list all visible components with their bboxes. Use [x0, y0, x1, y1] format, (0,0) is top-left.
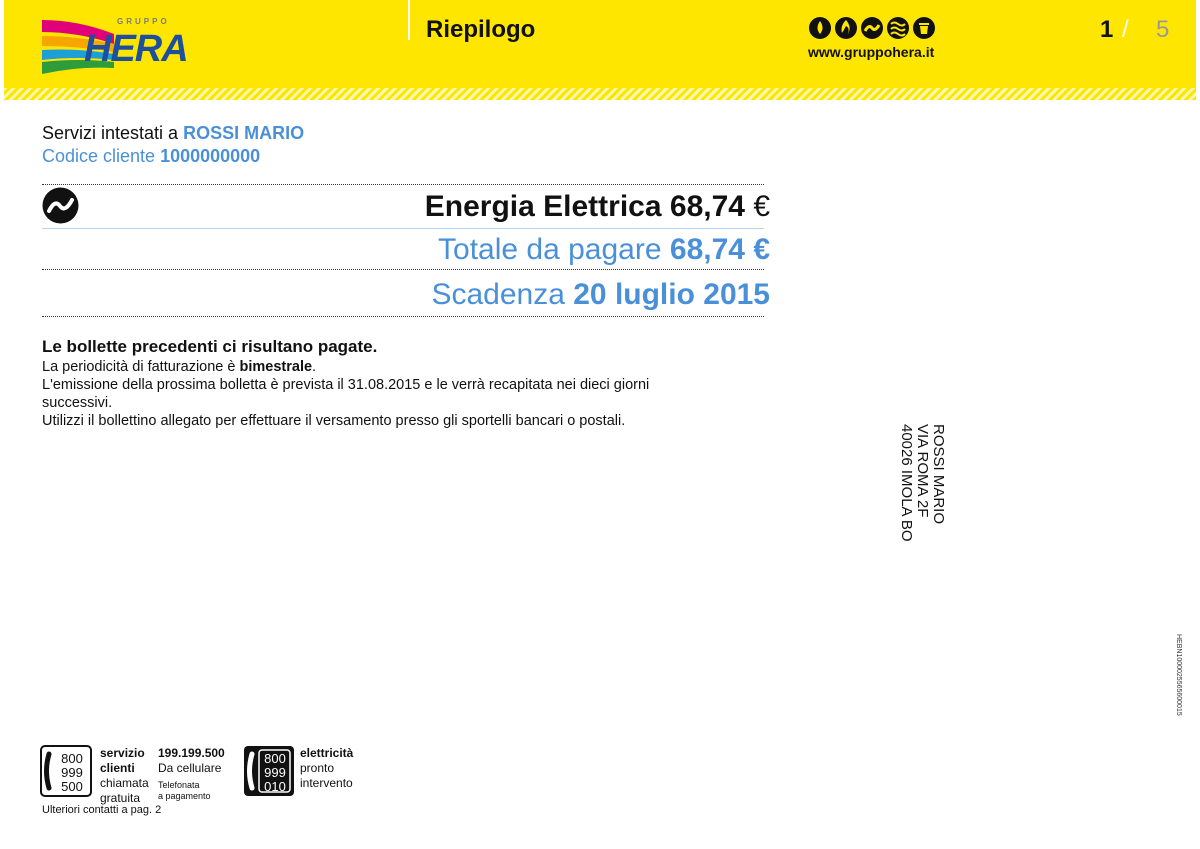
due-date-row: [431, 278, 770, 312]
header-divider: [408, 0, 410, 40]
website-link[interactable]: www.gruppohera.it: [808, 44, 935, 60]
service-icons: [808, 16, 936, 40]
service-currency: €: [753, 190, 770, 223]
totale-currency: €: [753, 233, 770, 266]
electricity-icon: [860, 16, 884, 40]
intestati-label: Servizi intestati a: [42, 123, 179, 143]
water-drop-icon: [808, 16, 832, 40]
total-row: [438, 233, 770, 267]
page-number-separator: /: [1122, 16, 1129, 43]
cs-number-2: 999: [61, 765, 83, 780]
scadenza-label: Scadenza: [431, 278, 565, 311]
document-code: HEBN1000025565600015: [1175, 634, 1182, 716]
address-line-3: 40026 IMOLA BO: [898, 424, 915, 542]
cs-label-1: servizio: [100, 746, 145, 760]
el-number-1: 800: [264, 751, 286, 766]
periodicity-label: La periodicità di fatturazione è: [42, 359, 236, 375]
next-bill-line-2: successivi.: [42, 395, 113, 411]
customer-holder: [42, 123, 304, 144]
totale-label: Totale da pagare: [438, 233, 662, 266]
cs-label-2: clienti: [100, 761, 135, 775]
periodicity-end: .: [312, 359, 317, 375]
page-number-current: 1: [1100, 16, 1114, 43]
recipient-address: [898, 424, 946, 542]
el-label-2: pronto: [300, 761, 335, 775]
emergency-number-badge: [243, 745, 295, 797]
next-bill-line-1: L'emissione della prossima bolletta è prevista il 31.08.2015 e le verrà recapitata nei dieci giorni: [42, 377, 650, 393]
district-heating-icon: [886, 16, 910, 40]
customer-code: [42, 146, 260, 167]
page-number-total: 5: [1156, 16, 1170, 43]
periodicity-line: [42, 358, 742, 376]
page-title: Riepilogo: [426, 16, 536, 43]
dotted-divider: [42, 269, 764, 270]
service-amount-row: [425, 190, 770, 224]
electricity-service-icon: [42, 187, 79, 224]
el-label-1: elettricità: [300, 746, 354, 760]
dotted-divider: [42, 184, 764, 185]
cs-label-3: chiamata: [100, 776, 149, 790]
totale-amount: 68,74: [669, 233, 745, 266]
cell-label: Da cellulare: [158, 761, 222, 775]
cs-label-4: gratuita: [100, 791, 141, 805]
waste-bin-icon: [912, 16, 936, 40]
payment-line: Utilizzi il bollettino allegato per effettuare il versamento presso gli sportelli bancari o postali.: [42, 413, 626, 429]
el-number-3: 010: [264, 779, 286, 794]
cell-number: 199.199.500: [158, 746, 225, 760]
cs-number-1: 800: [61, 751, 83, 766]
el-label-3: intervento: [300, 776, 353, 790]
cell-note-2: a pagamento: [158, 791, 211, 801]
logo-gruppo-text: GRUPPO: [117, 17, 170, 26]
more-contacts-note: Ulteriori contatti a pag. 2: [42, 804, 162, 816]
mobile-contact: [158, 746, 225, 802]
billing-notes: [42, 336, 742, 430]
address-line-1: ROSSI MARIO: [930, 424, 947, 525]
codice-label: Codice cliente: [42, 146, 156, 166]
codice-value: 1000000000: [160, 146, 261, 166]
customer-service-number-badge: [40, 745, 92, 797]
periodicity-value: bimestrale: [239, 359, 313, 375]
el-number-2: 999: [264, 765, 286, 780]
dotted-divider: [42, 316, 764, 317]
customer-service-label: [100, 746, 149, 806]
notes-heading: Le bollette precedenti ci risultano pagate.: [42, 337, 378, 356]
scadenza-date: 20 luglio 2015: [573, 278, 770, 311]
cell-note-1: Telefonata: [158, 780, 200, 790]
header-stripe-band: [4, 88, 1196, 100]
service-amount: 68,74: [669, 190, 745, 223]
service-name: Energia Elettrica: [424, 190, 662, 223]
address-line-2: VIA ROMA 2F: [914, 424, 931, 518]
solid-divider: [42, 228, 764, 229]
gas-flame-icon: [834, 16, 858, 40]
customer-name: ROSSI MARIO: [183, 123, 305, 143]
cs-number-3: 500: [61, 779, 83, 794]
emergency-label: [300, 746, 353, 791]
logo-hera-text: HERA: [84, 28, 188, 70]
